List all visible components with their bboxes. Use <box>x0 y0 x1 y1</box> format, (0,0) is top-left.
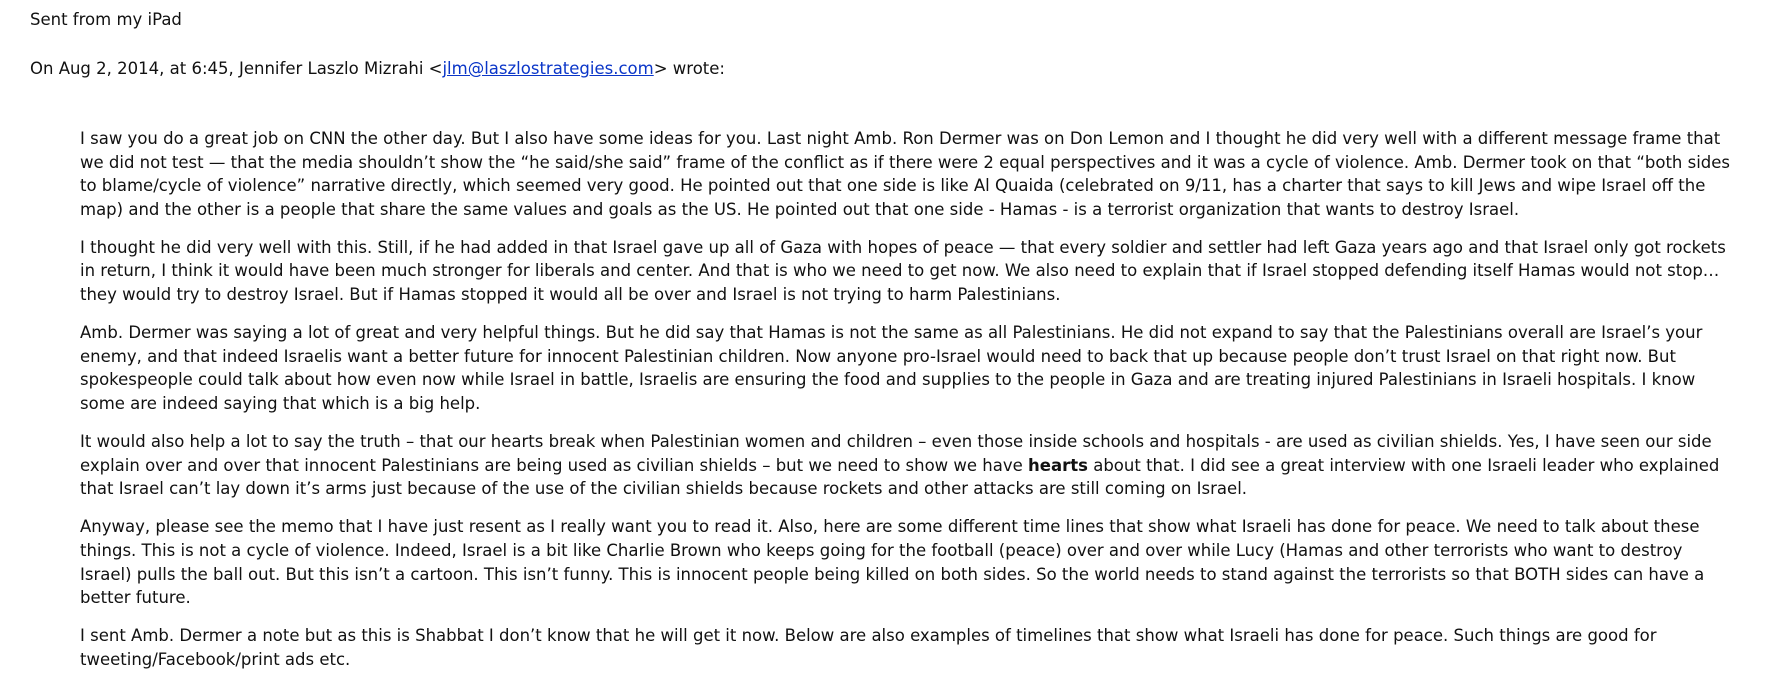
paragraph-1: I saw you do a great job on CNN the other day. But I also have some ideas for you. Last night Amb. Ron Dermer was on Don Lemon and I thought he did very well with a different message frame that we did not test — that the media shouldn’t show the “he said/she said” frame of the conflict as if there were 2 equal perspectives and it was a cycle of violence. Amb. Dermer took on that “both sides to blame/cycle of violence” narrative directly, which seemed very good. He pointed out that one side is like Al Quaida (celebrated on 9/11, has a charter that says to kill Jews and wipe Israel off the map) and the other is a people that share the same values and goals as the US. He pointed out that one side - Hamas - is a terrorist organization that wants to destroy Israel. <box>80 129 1731 219</box>
reply-header <box>30 58 725 80</box>
quoted-message <box>80 127 1735 686</box>
email-signature: Sent from my iPad <box>30 10 182 29</box>
paragraph-4-bold: hearts <box>1028 455 1088 475</box>
reply-header-prefix: On Aug 2, 2014, at 6:45, Jennifer Laszlo Mizrahi < <box>30 59 443 78</box>
reply-header-suffix: > wrote: <box>653 59 725 78</box>
sender-email-link[interactable]: jlm@laszlostrategies.com <box>442 59 654 78</box>
paragraph-3: Amb. Dermer was saying a lot of great and very helpful things. But he did say that Hamas is not the same as all Palestinians. He did not expand to say that the Palestinians overall are Israel’s your enemy, and that indeed Israelis want a better future for innocent Palestinian children. Now anyone pro-Israel would need to back that up because people don’t trust Israel on that right now. But spokespeople could talk about how even now while Israel in battle, Israelis are ensuring the food and supplies to the people in Gaza and are treating injured Palestinians in Israeli hospitals. I know some are indeed saying that which is a big help. <box>80 323 1703 413</box>
paragraph-5: Anyway, please see the memo that I have just resent as I really want you to read it. Also, here are some different time lines that show what Israeli has done for peace. We need to talk about these things. This is not a cycle of violence. Indeed, Israel is a bit like Charlie Brown who keeps going for the football (peace) over and over while Lucy (Hamas and other terrorists who want to destroy Israel) pulls the ball out. But this isn’t a cartoon. This isn’t funny. This is innocent people being killed on both sides. So the world needs to stand against the terrorists so that BOTH sides can have a better future. <box>80 517 1705 608</box>
paragraph-2: I thought he did very well with this. Still, if he had added in that Israel gave up all of Gaza with hopes of peace — that every soldier and settler had left Gaza years ago and that Israel only got rockets in return, I think it would have been much stronger for liberals and center. And that is who we need to get now. We also need to explain that if Israel stopped defending itself Hamas would not stop…they would try to destroy Israel. But if Hamas stopped it would all be over and Israel is not trying to harm Palestinians. <box>80 237 1726 305</box>
paragraph-4-end: about that. I did see a great interview with one Israeli leader who explained that Israel can’t lay down it’s arms just because of the use of the civilian shields because rockets and other attacks are still coming on Israel. <box>80 455 1720 499</box>
paragraph-6: I sent Amb. Dermer a note but as this is Shabbat I don’t know that he will get it now. Below are also examples of timelines that show what Israeli has done for peace. Such things are good for tweeting/Facebook/print ads etc. <box>80 626 1657 669</box>
paragraph-4-start: It would also help a lot to say the truth – that our hearts break when Palestinian women and children – even those inside schools and hospitals - are used as civilian shields. Yes, I have seen our side explain over and over that innocent Palestinians are being used as civilian shields – but we need to show we have <box>80 432 1712 475</box>
paragraph-4 <box>80 430 1735 501</box>
